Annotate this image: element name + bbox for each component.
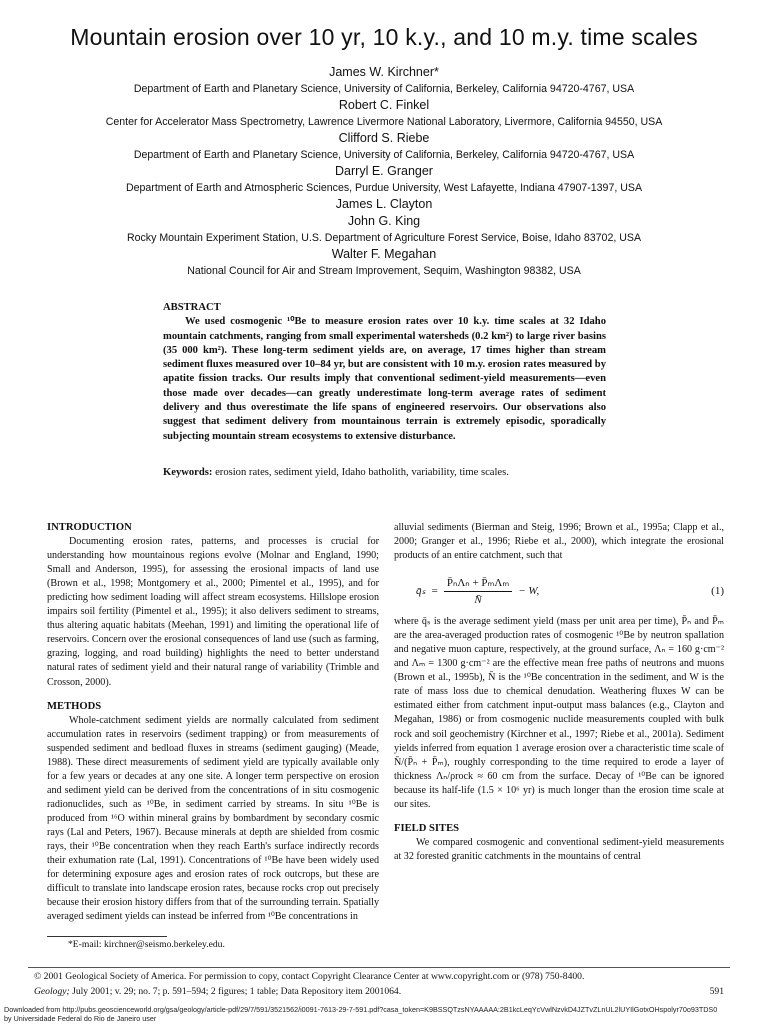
author-email-footnote: *E-mail: kirchner@seismo.berkeley.edu.: [68, 939, 225, 950]
author-affiliation: Department of Earth and Atmospheric Sciences, Purdue University, West Lafayette, Indiana 47907-1397, USA: [125, 182, 643, 194]
section-heading-field-sites: FIELD SITES: [394, 822, 460, 834]
download-url-line: Downloaded from http://pubs.geoscienceworld.org/gsa/geology/article-pdf/29/7/591/3521562/i0091-7613-29-7-591.pdf?casa_token=K9BSSQTzsNYAAAAA:2B1kcLeqYcVwlNzvkD4JZTvZLnUL2lUYIlGotxOHspolyr70o93TDS0: [4, 1005, 718, 1014]
field-sites-paragraph: We compared cosmogenic and conventional sediment-yield measurements at 32 forested granitic catchments in the mountains of central: [394, 836, 724, 862]
citation-line: [34, 986, 724, 997]
author-name: Clifford S. Riebe: [338, 131, 430, 145]
author-block: [0, 64, 768, 279]
abstract-text: We used cosmogenic ¹⁰Be to measure erosion rates over 10 k.y. time scales at 32 Idaho mountain catchments, ranging from small experimental watersheds (0.2 km²) to large river basins (35 000 km²). These long-term sediment yields are, on average, 17 times higher than stream sediment fluxes measured over 10–84 yr, but are consistent with 10 m.y. erosion rates measured by apatite fission tracks. Our results imply that conventional sediment-yield measurements—even those made over decades—can greatly underestimate long-term average rates of sediment delivery and thus overestimate the life spans of engineered reservoirs. Our observations also suggest that sediment delivery from mountainous terrain is extremely episodic, sporadically subjecting mountain stream ecosystems to extensive disturbance.: [163, 316, 606, 442]
download-user-line: by Universidade Federal do Rio de Janeiro user: [4, 1014, 157, 1023]
methods-paragraph: Whole-catchment sediment yields are normally calculated from sediment accumulation rates in reservoirs (sediment trapping) or from measurements of suspended sediment and bedload fluxes in streams (sediment gauging) (Meade, 1988). These direct measurements of sediment yield are typically available only for a few years or decades at any one site. A longer term perspective on erosion and sediment yield can be derived from the concentrations of in situ cosmogenic radionuclides, such as ¹⁰Be, in sediment carried by streams. In situ ¹⁰Be is produced from ¹⁶O within mineral grains by bombardment by secondary cosmic rays (Lal and Peters, 1967). Because minerals at depth are shielded from cosmic rays, their ¹⁰Be concentration when they reach Earth's surface indirectly records their exhumation rate (Lal, 1991). Concentrations of ¹⁰Be have been widely used for determining exposure ages and erosion rates of rock outcrops, but these are difficult to translate into landscape erosion rates, because rocks crop out precisely because their erosion history differs from that of the surrounding terrain. Spatially averaged sediment yields can instead be inferred from ¹⁰Be concentrations in: [47, 714, 379, 923]
keywords-text: erosion rates, sediment yield, Idaho batholith, variability, time scales.: [215, 466, 509, 478]
author-name: Walter F. Megahan: [331, 247, 437, 261]
author-affiliation: National Council for Air and Stream Improvement, Sequim, Washington 98382, USA: [187, 265, 581, 277]
copyright-line: © 2001 Geological Society of America. For permission to copy, contact Copyright Clearance Center at www.copyright.com or (978) 750-8400.: [34, 971, 585, 982]
equation-number: (1): [711, 585, 724, 598]
equation-numerator: P̄ₙΛₙ + P̄ₘΛₘ: [444, 576, 512, 592]
methods-paragraph-continued: alluvial sediments (Bierman and Steig, 1996; Brown et al., 1995a; Clapp et al., 2000; Granger et al., 1996; Riebe et al., 2000), which integrate the erosional products of an entire catchment, such that: [394, 522, 724, 562]
author-affiliation: Rocky Mountain Experiment Station, U.S. Department of Agriculture Forest Service, Boise, Idaho 83702, USA: [126, 232, 642, 244]
journal-name: Geology;: [34, 986, 70, 997]
author-name: Darryl E. Granger: [335, 164, 433, 178]
author-name: James W. Kirchner*: [329, 65, 439, 79]
abstract-block: [163, 301, 606, 480]
equation-explanation: where q̄ₛ is the average sediment yield (mass per unit area per time), P̄ₙ and P̄ₘ are the area-averaged production rates of cosmogenic ¹⁰Be by neutron spallation and negative muon capture, respectively, at the ground surface, Λₙ = 160 g·cm⁻² and Λₘ = 1300 g·cm⁻² are the effective mean free paths of neutrons and muons (Brown et al., 1995b), N̄ is the ¹⁰Be concentration in the sediment, and W is the rate of mass loss due to chemical denudation. Weathering fluxes W can be estimated either from catchment input-output mass balances (e.g., Clayton and Megahan, 1986) or from cosmogenic nuclide measurements coupled with bulk rock and soil geochemistry (Kirchner et al., 1997; Riebe et al., 2001a). Sediment yields inferred from equation 1 average erosion over a characteristic time scale of N̄/(P̄ₙ + P̄ₘ), roughly corresponding to the time required to erode a layer of thickness Λₙ/ρrock ≈ 60 cm from the surface. Decay of ¹⁰Be can be ignored because its half-life (1.5 × 10⁶ yr) is much longer than the erosion time scale at our sites.: [394, 616, 724, 810]
keywords-line: [163, 466, 606, 480]
footer-divider: [28, 967, 730, 968]
author-name: Robert C. Finkel: [338, 98, 430, 112]
right-column: [394, 521, 724, 864]
section-heading-methods: METHODS: [47, 700, 102, 712]
author-affiliation: Department of Earth and Planetary Science, University of California, Berkeley, California 94720-4767, USA: [133, 83, 635, 95]
left-column: [47, 521, 379, 924]
equation-denominator: N̄: [474, 593, 482, 606]
page-number: 591: [709, 986, 724, 997]
footnote-divider: [47, 936, 167, 937]
abstract-heading: ABSTRACT: [163, 302, 221, 313]
author-name: John G. King: [347, 214, 421, 228]
section-heading-introduction: INTRODUCTION: [47, 522, 132, 533]
keywords-label: Keywords:: [163, 466, 213, 478]
equation-fraction: [444, 576, 512, 607]
author-affiliation: Department of Earth and Planetary Science, University of California, Berkeley, California 94720-4767, USA: [133, 149, 635, 161]
author-name: James L. Clayton: [335, 197, 433, 211]
paper-title: Mountain erosion over 10 yr, 10 k.y., and 10 m.y. time scales: [70, 24, 698, 50]
author-affiliation: Center for Accelerator Mass Spectrometry, Lawrence Livermore National Laboratory, Livermore, California 94550, USA: [105, 116, 663, 128]
equation-tail: − W,: [518, 585, 540, 598]
citation-details: July 2001; v. 29; no. 7; p. 591–594; 2 figures; 1 table; Data Repository item 2001064.: [72, 986, 402, 997]
equation-1: q̄ₛ = $\frac{\text{P̄ₙΛₙ + P̄ₘΛₘ}}{N̄}$ − W, (1): [416, 576, 724, 606]
introduction-paragraph: Documenting erosion rates, patterns, and processes is crucial for understanding how mountainous regions evolve (Molnar and England, 1990; Small and Anderson, 1995), for assessing the erosional impacts of land use (Brown et al., 1998; Montgomery et al., 2000; Pimentel et al., 1995), and for predicting how sediment loading will affect stream ecosystems. Hillslope erosion impairs soil fertility (Pimentel et al., 1995); it also delivers sediment to streams, thus altering aquatic habitats (Meehan, 1991) and limiting the operational life of reservoirs. Concern over the erosional consequences of land use (such as farming, grazing, logging, and road building) highlights the need to better understand natural rates of sediment yield and their natural range of variability (Trimble and Crosson, 2000).: [47, 536, 379, 688]
equation-lhs: q̄ₛ: [416, 585, 426, 598]
